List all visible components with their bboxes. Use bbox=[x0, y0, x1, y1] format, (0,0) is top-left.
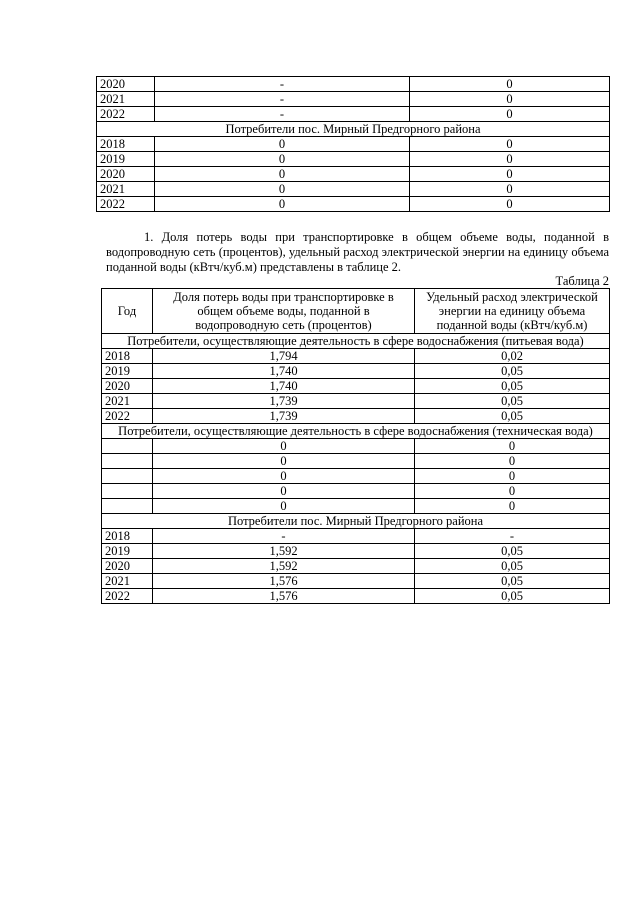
loss-cell: 0 bbox=[155, 137, 410, 152]
loss-cell: 1,576 bbox=[153, 574, 415, 589]
loss-cell: 1,592 bbox=[153, 559, 415, 574]
loss-cell: 0 bbox=[155, 182, 410, 197]
header-year: Год bbox=[102, 289, 153, 334]
energy-cell: 0 bbox=[410, 137, 610, 152]
energy-cell: 0 bbox=[415, 454, 610, 469]
table-1-continuation bbox=[96, 76, 610, 212]
table-row bbox=[102, 394, 610, 409]
loss-cell: 1,740 bbox=[153, 379, 415, 394]
header-energy: Удельный расход электрической энергии на единицу объема поданной воды (кВтч/куб.м) bbox=[415, 289, 610, 334]
header-row bbox=[102, 289, 610, 334]
table-row bbox=[97, 167, 610, 182]
year-cell: 2021 bbox=[102, 394, 153, 409]
table-row bbox=[102, 439, 610, 454]
loss-cell: 0 bbox=[153, 469, 415, 484]
section-title: Потребители, осуществляющие деятельность в сфере водоснабжения (техническая вода) bbox=[102, 424, 610, 439]
energy-cell: 0,05 bbox=[415, 364, 610, 379]
year-cell: 2022 bbox=[97, 107, 155, 122]
loss-cell: 1,740 bbox=[153, 364, 415, 379]
section-title: Потребители пос. Мирный Предгорного района bbox=[102, 514, 610, 529]
table-row bbox=[102, 349, 610, 364]
energy-cell: 0 bbox=[410, 197, 610, 212]
table-2 bbox=[101, 288, 610, 604]
table-row bbox=[102, 454, 610, 469]
energy-cell: 0,05 bbox=[415, 379, 610, 394]
energy-cell: 0,05 bbox=[415, 559, 610, 574]
year-cell bbox=[102, 469, 153, 484]
year-cell: 2020 bbox=[102, 379, 153, 394]
energy-cell: 0 bbox=[410, 77, 610, 92]
table-row bbox=[97, 107, 610, 122]
section-title: Потребители пос. Мирный Предгорного района bbox=[97, 122, 610, 137]
table-caption: Таблица 2 bbox=[555, 274, 609, 288]
header-loss: Доля потерь воды при транспортировке в общем объеме воды, поданной в водопроводную сеть (процентов) bbox=[153, 289, 415, 334]
year-cell: 2021 bbox=[102, 574, 153, 589]
table-row bbox=[102, 559, 610, 574]
year-cell bbox=[102, 499, 153, 514]
table-row bbox=[102, 589, 610, 604]
year-cell: 2019 bbox=[97, 152, 155, 167]
energy-cell: 0,02 bbox=[415, 349, 610, 364]
table-row bbox=[102, 364, 610, 379]
year-cell: 2020 bbox=[102, 559, 153, 574]
loss-cell: - bbox=[155, 77, 410, 92]
loss-cell: 0 bbox=[153, 484, 415, 499]
loss-cell: 1,592 bbox=[153, 544, 415, 559]
year-cell: 2019 bbox=[102, 364, 153, 379]
year-cell: 2022 bbox=[102, 589, 153, 604]
body-paragraph: 1. Доля потерь воды при транспортировке в общем объеме воды, поданной в водопроводную сеть (процентов), удельный расход электрической энергии на единицу объема поданной воды (кВтч/куб.м) представлены в таблице 2. bbox=[106, 230, 609, 274]
energy-cell: 0 bbox=[415, 499, 610, 514]
year-cell: 2019 bbox=[102, 544, 153, 559]
loss-cell: 0 bbox=[153, 499, 415, 514]
loss-cell: 1,794 bbox=[153, 349, 415, 364]
loss-cell: 0 bbox=[155, 152, 410, 167]
loss-cell: - bbox=[153, 529, 415, 544]
energy-cell: 0,05 bbox=[415, 574, 610, 589]
year-cell: 2020 bbox=[97, 167, 155, 182]
table-row bbox=[97, 197, 610, 212]
table-row bbox=[102, 574, 610, 589]
energy-cell: 0 bbox=[415, 484, 610, 499]
loss-cell: - bbox=[155, 92, 410, 107]
year-cell: 2022 bbox=[102, 409, 153, 424]
section-title: Потребители, осуществляющие деятельность в сфере водоснабжения (питьевая вода) bbox=[102, 334, 610, 349]
energy-cell: 0 bbox=[415, 439, 610, 454]
year-cell: 2018 bbox=[97, 137, 155, 152]
year-cell bbox=[102, 439, 153, 454]
loss-cell: - bbox=[155, 107, 410, 122]
table-row bbox=[102, 469, 610, 484]
energy-cell: 0 bbox=[410, 92, 610, 107]
loss-cell: 1,739 bbox=[153, 409, 415, 424]
loss-cell: 1,739 bbox=[153, 394, 415, 409]
year-cell: 2021 bbox=[97, 92, 155, 107]
energy-cell: 0 bbox=[415, 469, 610, 484]
energy-cell: 0,05 bbox=[415, 544, 610, 559]
section-row bbox=[102, 424, 610, 439]
loss-cell: 0 bbox=[155, 167, 410, 182]
energy-cell: 0 bbox=[410, 182, 610, 197]
section-row bbox=[102, 514, 610, 529]
year-cell: 2018 bbox=[102, 529, 153, 544]
table-row bbox=[97, 77, 610, 92]
table-row bbox=[97, 182, 610, 197]
loss-cell: 0 bbox=[153, 454, 415, 469]
energy-cell: 0 bbox=[410, 167, 610, 182]
loss-cell: 0 bbox=[153, 439, 415, 454]
energy-cell: 0,05 bbox=[415, 394, 610, 409]
energy-cell: 0,05 bbox=[415, 589, 610, 604]
energy-cell: 0 bbox=[410, 107, 610, 122]
table-row bbox=[97, 92, 610, 107]
energy-cell: 0,05 bbox=[415, 409, 610, 424]
table-row bbox=[102, 484, 610, 499]
energy-cell: 0 bbox=[410, 152, 610, 167]
year-cell: 2022 bbox=[97, 197, 155, 212]
loss-cell: 1,576 bbox=[153, 589, 415, 604]
energy-cell: - bbox=[415, 529, 610, 544]
table-row bbox=[102, 409, 610, 424]
table-row bbox=[102, 379, 610, 394]
table-row bbox=[102, 499, 610, 514]
loss-cell: 0 bbox=[155, 197, 410, 212]
table-row bbox=[102, 529, 610, 544]
year-cell: 2021 bbox=[97, 182, 155, 197]
section-row bbox=[97, 122, 610, 137]
year-cell: 2020 bbox=[97, 77, 155, 92]
section-row bbox=[102, 334, 610, 349]
table-row bbox=[97, 152, 610, 167]
year-cell bbox=[102, 454, 153, 469]
table-row bbox=[102, 544, 610, 559]
table-row bbox=[97, 137, 610, 152]
year-cell bbox=[102, 484, 153, 499]
year-cell: 2018 bbox=[102, 349, 153, 364]
